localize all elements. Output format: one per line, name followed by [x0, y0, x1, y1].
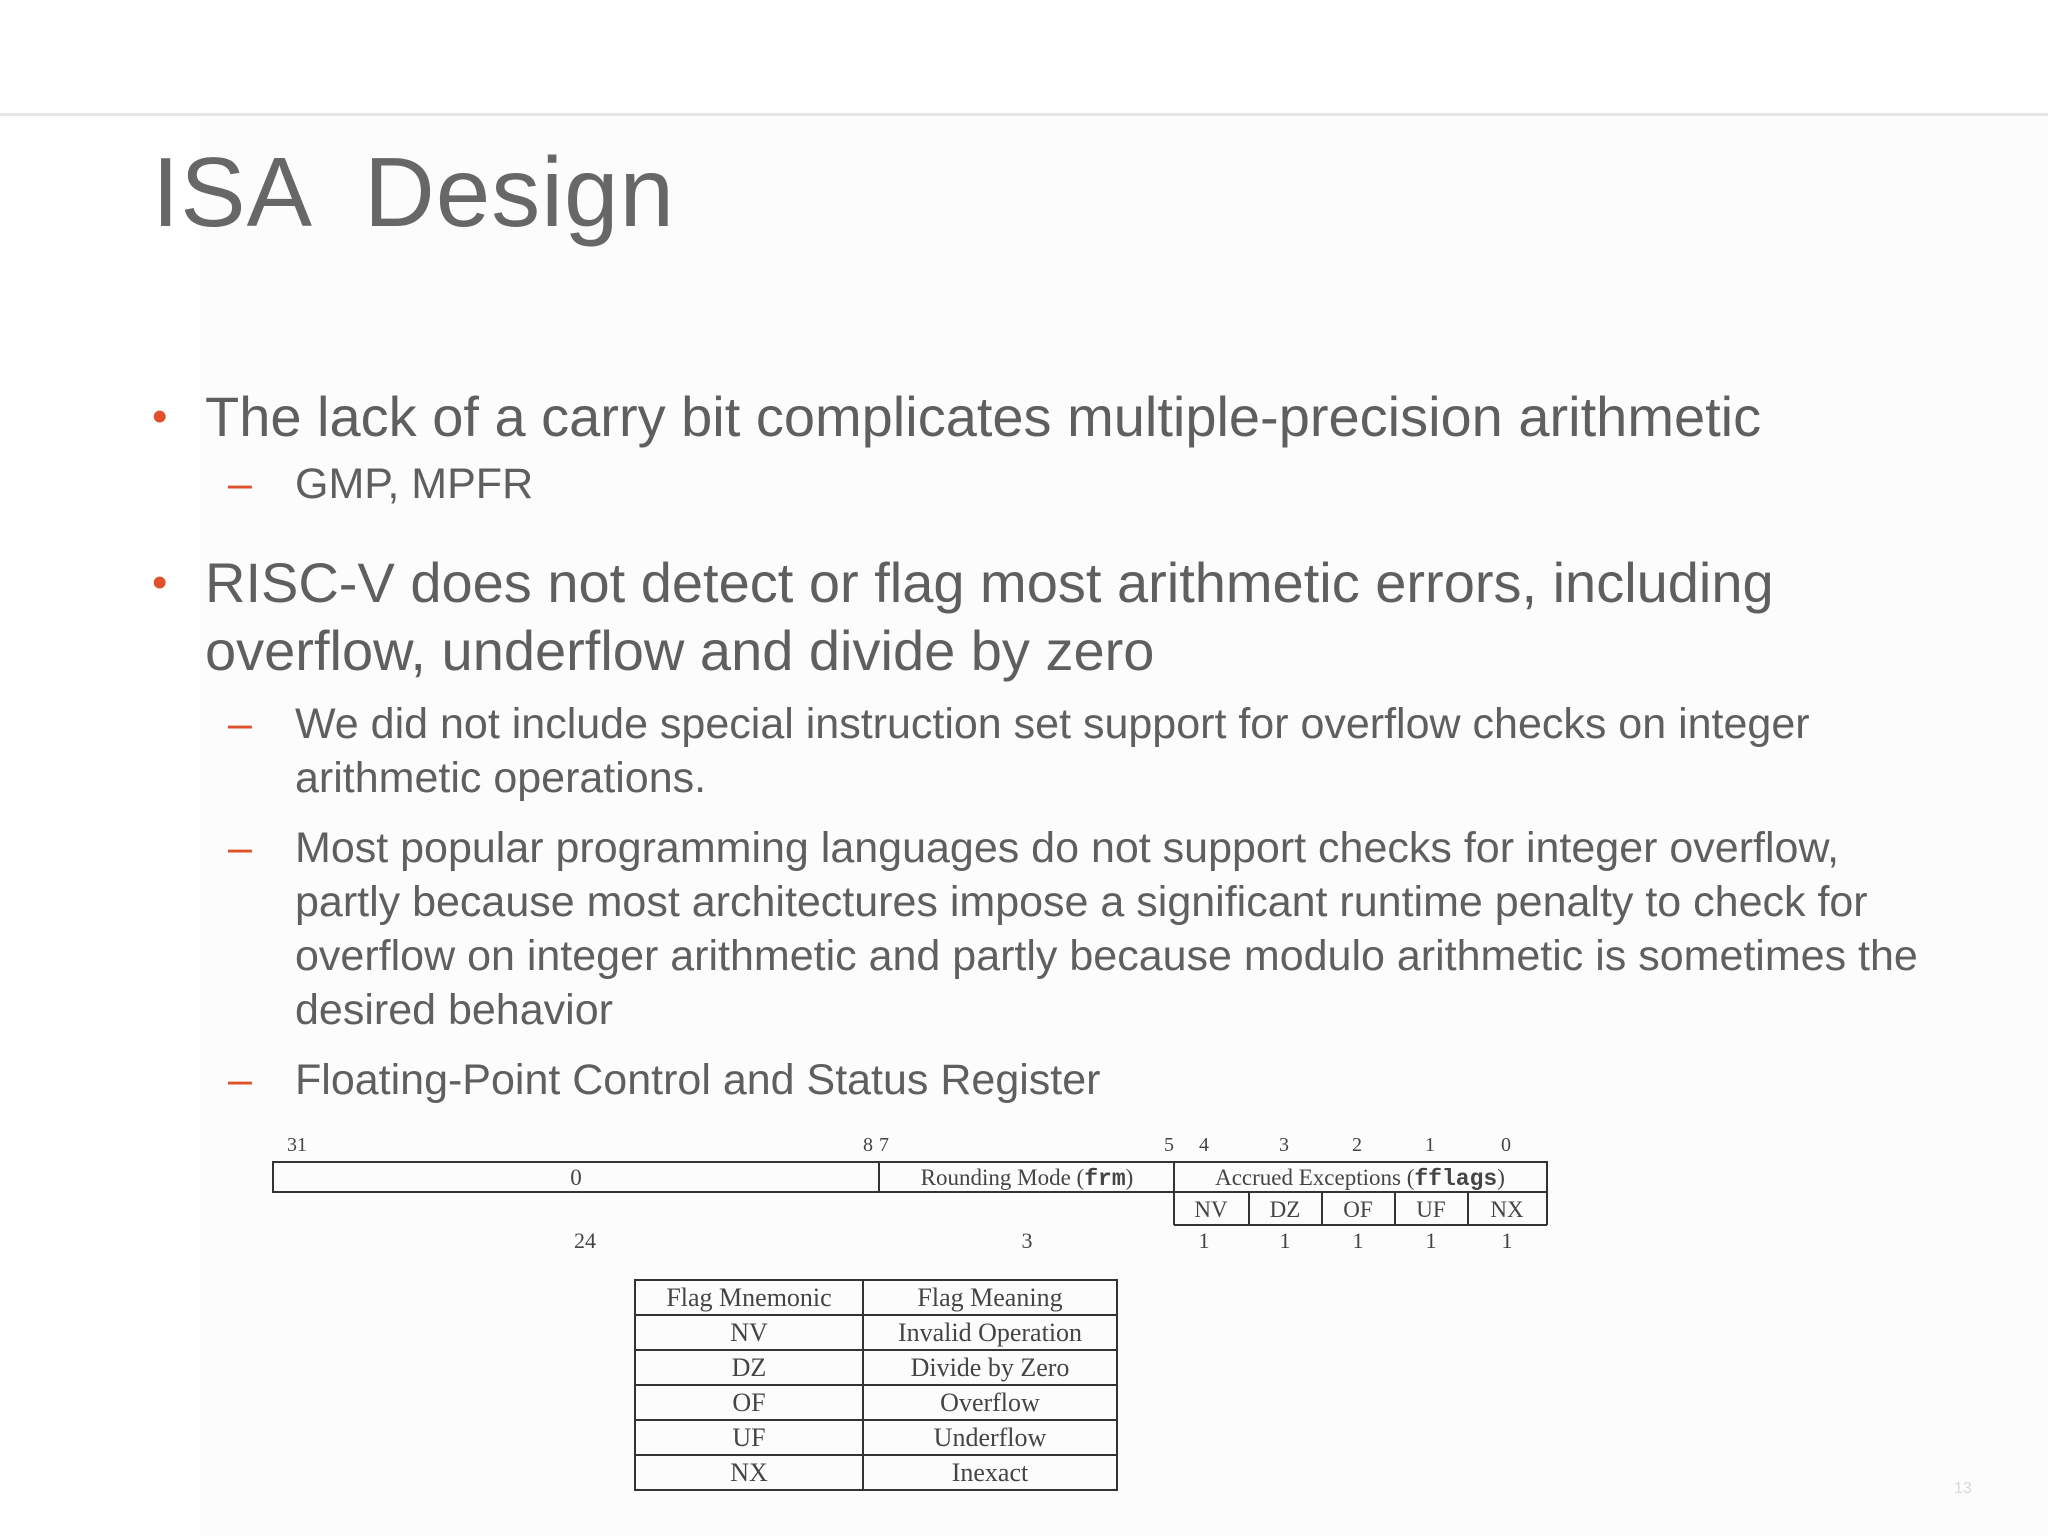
bullet-list [152, 383, 1952, 1107]
table-header: Flag Mnemonic [666, 1283, 832, 1312]
bit-label-3: 3 [1279, 1134, 1289, 1156]
subfield-dz-label: DZ [1269, 1197, 1301, 1222]
sub-bullet-item [152, 697, 1952, 805]
field-accrued-exceptions-label: Accrued Exceptions (fflags) [1215, 1165, 1505, 1192]
bullet-marker: • [152, 392, 168, 441]
sub-bullet-text: Most popular programming languages do not support checks for integer overflow, partly because most architectures impose a significant runtime penalty to check for overflow on integer arithmetic and partly because modulo arithmetic is sometimes the desired behavior [295, 824, 1918, 1034]
sub-bullet-item [152, 821, 1952, 1037]
sub-bullet-item [152, 457, 1952, 511]
fcsr-register-diagram [265, 1130, 1565, 1500]
sub-bullet-item [152, 1053, 1952, 1107]
sub-bullet-text: Floating-Point Control and Status Register [295, 1056, 1101, 1104]
bit-label-0: 0 [1501, 1134, 1511, 1156]
table-cell: NX [730, 1458, 768, 1487]
slide-title: ISA Design [152, 137, 676, 247]
table-cell: DZ [731, 1353, 767, 1382]
field-rounding-mode-label: Rounding Mode (frm) [920, 1165, 1134, 1192]
dash-marker: – [228, 1056, 252, 1104]
width-label: 1 [1279, 1228, 1291, 1253]
bit-position-labels [287, 1134, 1511, 1156]
bit-label-8: 8 [863, 1134, 873, 1156]
subfield-nv-label: NV [1194, 1197, 1228, 1222]
table-cell: Divide by Zero [910, 1353, 1070, 1382]
dash-marker: – [228, 460, 252, 508]
bullet-text: RISC-V does not detect or flag most arithmetic errors, including overflow, underflow and divide by zero [205, 551, 1774, 682]
table-header: Flag Meaning [917, 1283, 1063, 1312]
flag-table [635, 1280, 1117, 1490]
bullet-item [152, 549, 1952, 685]
table-cell: Overflow [940, 1388, 1040, 1417]
sub-bullet-text: GMP, MPFR [295, 460, 534, 508]
bullet-item [152, 383, 1952, 451]
width-label: 3 [1021, 1228, 1033, 1253]
bullet-text: The lack of a carry bit complicates multiple-precision arithmetic [205, 385, 1762, 448]
register-field-labels [570, 1165, 1524, 1222]
table-cell: Invalid Operation [897, 1318, 1083, 1347]
sub-bullet-text: We did not include special instruction set support for overflow checks on integer arithmetic operations. [295, 700, 1810, 802]
table-cell: Inexact [951, 1458, 1029, 1487]
bit-label-2: 2 [1352, 1134, 1362, 1156]
subfield-uf-label: UF [1416, 1197, 1446, 1222]
bit-label-7: 7 [879, 1134, 889, 1156]
dash-marker: – [228, 700, 252, 748]
field-width-labels [574, 1228, 1513, 1253]
field-zero-label: 0 [570, 1165, 582, 1190]
bit-label-5: 5 [1164, 1134, 1174, 1156]
page-number: 13 [1954, 1480, 1972, 1497]
subfield-of-label: OF [1343, 1197, 1373, 1222]
bullet-marker: • [152, 558, 168, 607]
table-cell: UF [732, 1423, 766, 1452]
width-label: 1 [1352, 1228, 1364, 1253]
bit-label-31: 31 [287, 1134, 307, 1156]
table-cell: Underflow [933, 1423, 1047, 1452]
dash-marker: – [228, 824, 252, 872]
bit-label-1: 1 [1425, 1134, 1435, 1156]
width-label: 1 [1501, 1228, 1513, 1253]
table-cell: OF [732, 1388, 766, 1417]
table-cell: NV [730, 1318, 768, 1347]
width-label: 24 [574, 1228, 596, 1253]
bit-label-4: 4 [1199, 1134, 1209, 1156]
subfield-nx-label: NX [1490, 1197, 1524, 1222]
width-label: 1 [1198, 1228, 1210, 1253]
width-label: 1 [1425, 1228, 1437, 1253]
